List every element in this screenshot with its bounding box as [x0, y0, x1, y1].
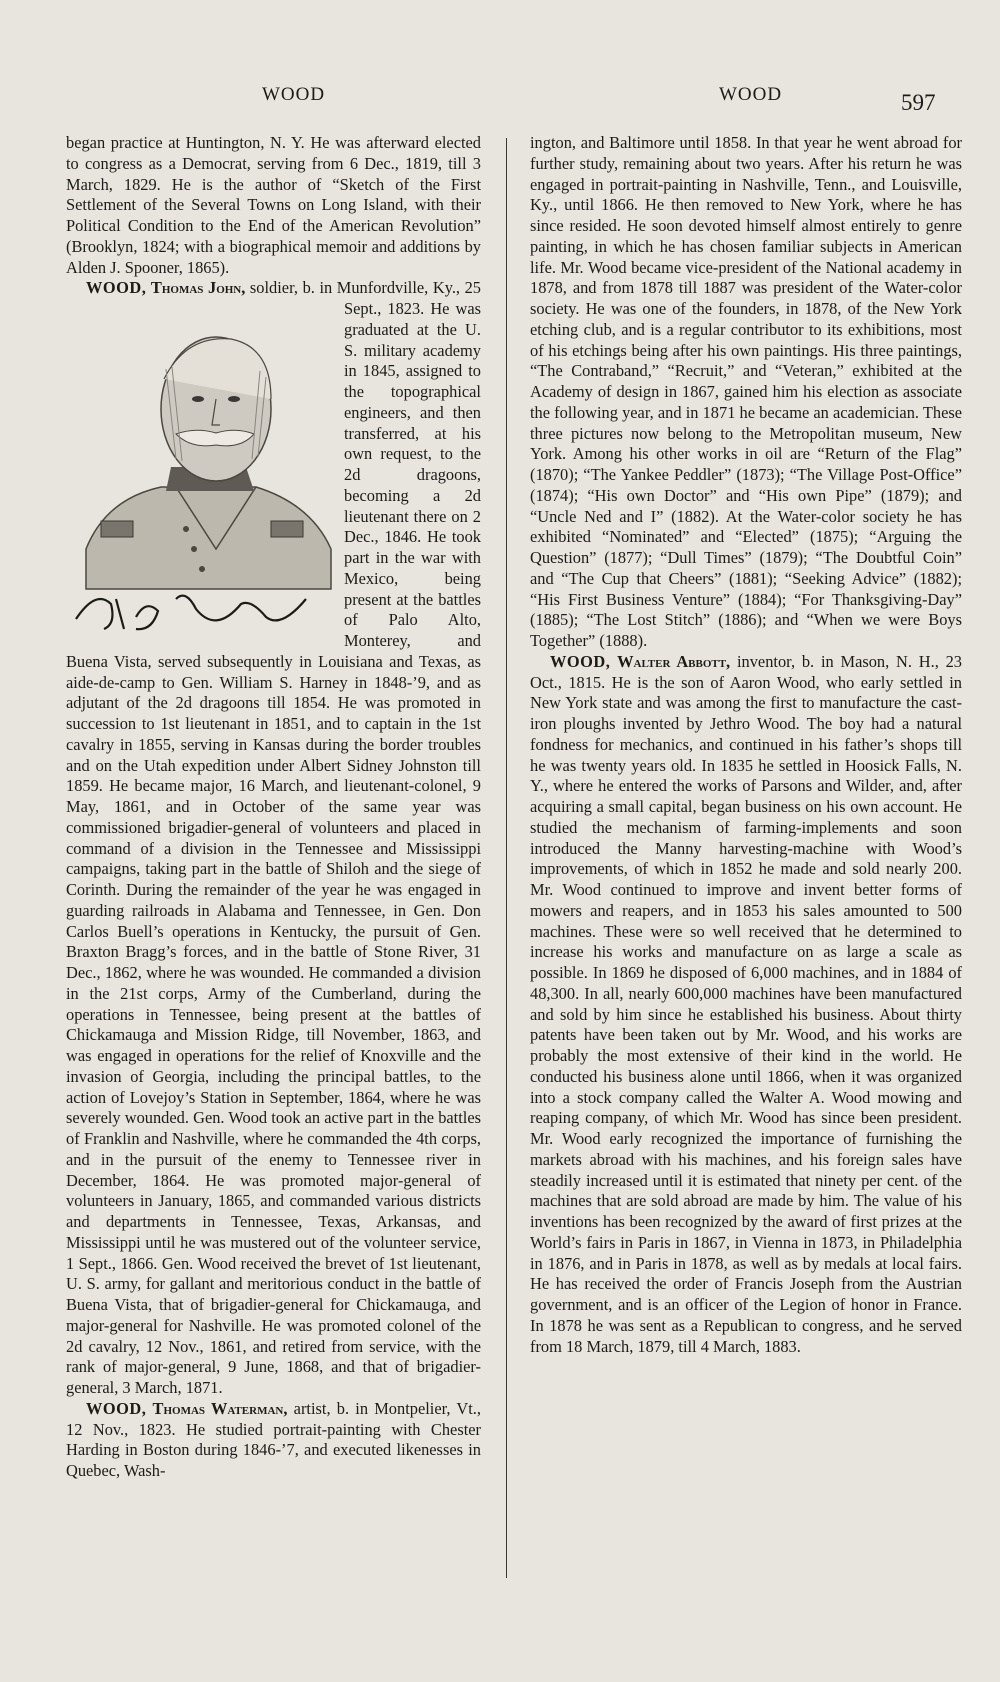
page-number: 597 [901, 90, 936, 115]
left-column [66, 133, 481, 1482]
entry-walter-abbott-wood [530, 652, 962, 1358]
column-divider [506, 138, 507, 1578]
entry-given-name: Walter Abbott, [617, 651, 731, 671]
entry-given-name: Thomas John, [150, 278, 246, 298]
right-column [530, 133, 962, 1357]
running-head-left: WOOD [262, 84, 326, 105]
entry-continuation: ington, and Baltimore until 1858. In that year he went abroad for further study, remaining about two years. After his return he was engaged in portrait-painting in Nashville, Tenn., and Louisville, Ky., until 1866. He then removed to New York, where he has since resided. He soon devoted himself almost entirely to genre painting, in which he has chosen familiar subjects in American life. Mr. Wood became vice-president of the National academy in 1878, and from 1878 till 1887 was president of the Water-color society. He was one of the founders, in 1878, of the New York etching club, and is a regular contributor to its exhibitions, most of his etchings being after his own paintings. His three paintings, “The Contraband,” “Recruit,” and “Veteran,” exhibited at the Academy of design in 1867, gained him his election as associate the following year, and in 1871 he became an academician. These three pictures now belong to the Metropolitan museum, New York. Among his other works in oil are “Return of the Flag” (1870); “The Yankee Peddler” (1873); “The Village Post-Office” (1874); “His own Doctor” and “His own Pipe” (1879); and “Uncle Ned and I” (1882). At the Water-color society he has exhibited “Nominated” and “Elected” (1875); “Arguing the Question” (1877); “Dull Times” (1879); “The Doubtful Coin” and “The Cup that Cheers” (1881); “Seeking Advice” (1882); “His First Business Venture” (1884); “For Thanksgiving-Day” (1885); “The Lost Stitch” (1886); and “When we were Boys Together” (1888). [530, 133, 962, 650]
entry-continuation: began practice at Huntington, N. Y. He was afterward elected to congress as a Democrat, serving from 6 Dec., 1819, till 3 March, 1829. He is the author of “Sketch of the First Settlement of the Several Towns on Long Island, with their Political Condition to the End of the American Revolution” (Brooklyn, 1824; with a biographical memoir and additions by Alden J. Spooner, 1865). [66, 133, 481, 277]
entry-text: inventor, b. in Mason, N. H., 23 Oct., 1815. He is the son of Aaron Wood, who early settled in New York state and was among the first to manufacture the cast-iron ploughs invented by Jethro Wood. The boy had a natural fondness for mechanics, and continued in his father’s shops till he was twenty years old. In 1835 he settled in Hoosick Falls, N. Y., where he entered the works of Parsons and Wilder, and, after acquiring a small capital, began business on his own account. He studied the mechanism of farming-implements and soon introduced the Manny harvesting-machine with Wood’s improvements, of which in 1852 he made and sold nearly 200. Mr. Wood continued to improve and invent better forms of mowers and reapers, and in 1853 his sales amounted to 500 machines. These were so well received that he determined to increase his works and manufacture on as large a scale as possible. In 1869 he disposed of 6,000 machines, and in 1884 of 48,300. In all, nearly 600,000 machines have been manufactured and sold by him since he established his business. About thirty patents have been taken out by Mr. Wood, and his works are probably the most extensive of their kind in the world. He conducted his business alone until 1866, when it was organized into a stock company called the Walter A. Wood mowing and reaping company, of which Mr. Wood has since been president. Mr. Wood early recognized the importance of furnishing the markets abroad with his machines, and his foreign sales have steadily increased until it is estimated that ninety per cent. of the machines that are sold abroad are made by him. The value of his inventions has been recognized by the award of first prizes at the World’s fairs in Paris in 1867, in Vienna in 1873, in Philadelphia in 1876, and in Paris in 1878, as well as by medals at local fairs. He has received the order of Francis Joseph from the Austrian government, and is an officer of the Legion of honor in France. In 1878 he was sent as a Republican to congress, and he served from 18 March, 1879, till 4 March, 1883. [530, 651, 962, 1356]
entry-thomas-john-wood [66, 278, 481, 1399]
entry-given-name: Thomas Waterman, [152, 1398, 288, 1418]
entry-surname: WOOD, [550, 651, 611, 671]
running-head-right: WOOD [719, 84, 783, 105]
entry-surname: WOOD, [86, 1398, 147, 1418]
entry-text: artist, b. in Montpelier, Vt., 12 Nov., 1823. He studied portrait-painting with Chester Harding in Boston during 1846-’7, and executed likenesses in Quebec, Wash- [66, 1398, 481, 1480]
entry-thomas-waterman-wood [66, 1399, 481, 1482]
portrait-illustration [66, 299, 336, 643]
entry-surname: WOOD, [86, 278, 147, 298]
entry-text: soldier, b. in Munfordville, Ky., 25 Sept., 1823. He was graduated at the U. S. military academy in 1845, assigned to the topographical engineers, and then transferred, at his own request, to the 2d dragoons, becoming a 2d lieutenant there on 2 Dec., 1846. He took part in the war with Mexico, being present at the battles of Palo Alto, Monterey, and Buena Vista, served subsequently in Louisiana and Texas, as aide-de-camp to Gen. William S. Harney in 1848-’9, and as adjutant of the 2d dragoons till 1854. He was promoted in succession to 1st lieutenant in 1851, and to captain in the 1st cavalry in 1855, serving in Kansas during the border troubles and on the Utah expedition under Albert Sidney Johnston till 1859. He became major, 16 March, and lieutenant-colonel, 9 May, 1861, and in October of the same year was commissioned brigadier-general of volunteers and placed in command of a division in the Tennessee and Mississippi campaigns, taking part in the battle of Shiloh and the siege of Corinth. During the remainder of the year he was engaged in guarding railroads in Alabama and Tennessee, in Gen. Don Carlos Buell’s operations in Kentucky, the pursuit of Gen. Braxton Bragg’s forces, and in the battle of Stone River, 31 Dec., 1862, where he was wounded. He commanded a division in the 21st corps, Army of the Cumberland, during the operations in Tennessee, being present at the battles of Chickamauga and Mission Ridge, till November, 1863, and was engaged in operations for the relief of Knoxville and the invasion of Georgia, including the principal battles, to the action of Lovejoy’s Station in September, 1864, where he was severely wounded. Gen. Wood took an active part in the battles of Franklin and Nashville, where he commanded the 4th corps, and in the pursuit of the enemy to Tennessee river in December, 1864. He was promoted major-general of volunteers in January, 1865, and commanded various districts and departments in Tennessee, Texas, Arkansas, and Mississippi until he was mustered out of the volunteer service, 1 Sept., 1866. Gen. Wood received the brevet of 1st lieutenant, U. S. army, for gallant and meritorious conduct in the battle of Buena Vista, that of brigadier-general for Chickamauga, and major-general for Nashville. He was promoted colonel of the 2d cavalry, 12 Nov., 1861, and retired from service, with the rank of major-general, 9 June, 1868, and that of brigadier-general, 3 March, 1871. [66, 278, 481, 1397]
portrait-engraving [66, 299, 336, 643]
